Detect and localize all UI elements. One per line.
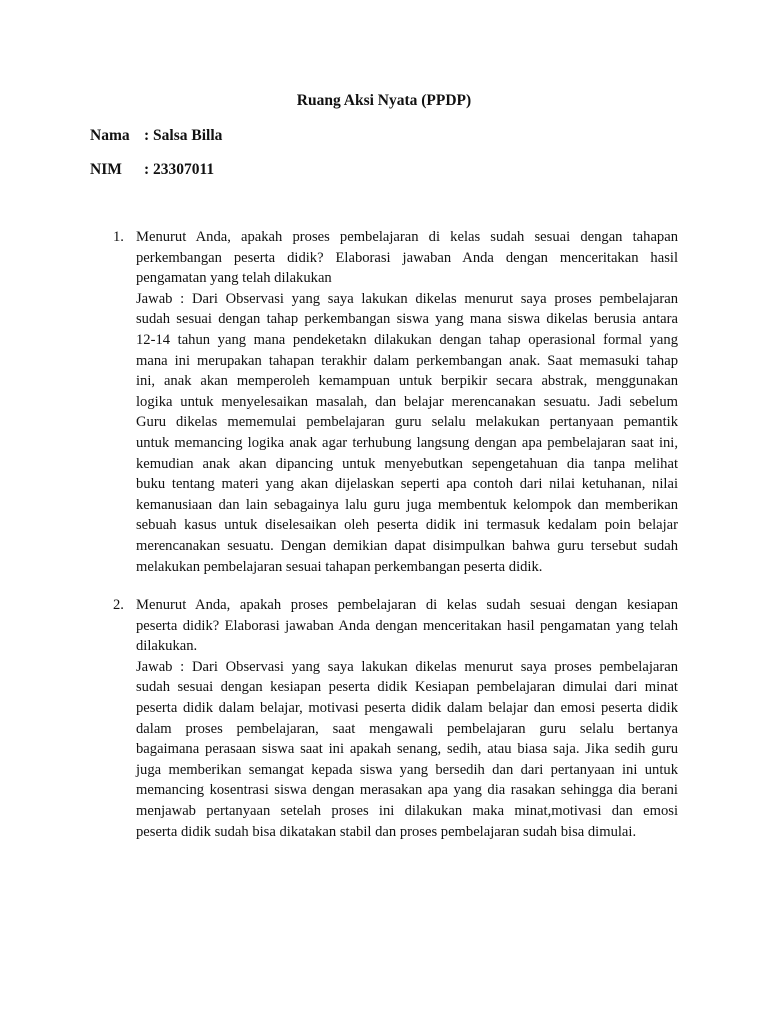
text-line: peserta didik sudah bisa dikatakan stabil dan proses pembelajaran sudah bisa dimulai. xyxy=(136,823,637,840)
text-line: mana ini merupakan tahapan terakhir dalam perkembangan anak. Saat memasuki tahap xyxy=(136,352,678,369)
meta-row-nim xyxy=(90,161,214,179)
text-line: menjawab pertanyaan setelah proses ini dilakukan maka minat,motivasi dan emosi xyxy=(136,802,678,819)
text-line: Menurut Anda, apakah proses pembelajaran di kelas sudah sesuai dengan kesiapan xyxy=(136,597,678,613)
text-line: Jawab : Dari Observasi yang saya lakukan dikelas menurut saya proses pembelajaran xyxy=(136,290,678,307)
meta-label: Nama xyxy=(90,127,130,144)
list-item-number: 2. xyxy=(113,597,124,613)
document-title: Ruang Aksi Nyata (PPDP) xyxy=(296,92,472,109)
text-line: peserta didik? Elaborasi jawaban Anda dengan menceritakan hasil pengamatan yang telah xyxy=(136,617,678,634)
text-line: bagaimana perasaan siswa saat ini apakah senang, sedih, atau biasa saja. Jika sedih guru xyxy=(136,741,678,758)
meta-row-nama xyxy=(90,127,222,145)
text-line: dilakukan. xyxy=(136,638,198,655)
meta-value: : Salsa Billa xyxy=(144,127,223,144)
list-item-body xyxy=(136,227,678,577)
meta-value: : 23307011 xyxy=(144,161,215,178)
text-line: merencanakan sesuatu. Dengan demikian dapat disimpulkan bahwa guru tersebut sudah xyxy=(136,537,678,554)
text-line: untuk memancing logika anak agar terhubung langsung dengan apa pembelajaran saat ini, xyxy=(136,434,678,451)
text-line: logika untuk menyelesaikan masalah, dan belajar merencanakan sesuatu. Jadi sebelum xyxy=(136,393,678,410)
text-line: melakukan pembelajaran sesuai tahapan perkembangan peserta didik. xyxy=(136,558,543,575)
list-item-question-1 xyxy=(113,227,678,577)
list-item-number: 1. xyxy=(113,229,124,245)
text-line: ini, anak akan memperoleh kemampuan untuk berpikir secara abstrak, menggunakan xyxy=(136,373,678,390)
text-line: Guru dikelas mememulai pembelajaran guru selalu melakukan pertanyaan pemantik xyxy=(136,414,678,431)
text-line: buku tentang materi yang akan dijelaskan seperti apa contoh dari nilai ketuhanan, nilai xyxy=(136,476,678,493)
text-line: Jawab : Dari Observasi yang saya lakukan dikelas menurut saya proses pembelajaran xyxy=(136,658,678,675)
text-line: 12-14 tahun yang mana pendeketakn dilakukan dengan tahap operasional formal yang xyxy=(136,331,678,348)
meta-label: NIM xyxy=(90,161,122,178)
text-line: peserta didik dalam belajar, motivasi peserta didik dalam belajar dan emosi peserta didik xyxy=(136,699,678,716)
text-line: pengamatan yang telah dilakukan xyxy=(136,270,332,287)
list-item-question-2 xyxy=(113,595,678,842)
text-line: juga memberikan semangat kepada siswa yang bersedih dan dari pertanyaan ini untuk xyxy=(136,761,678,778)
text-line: sebuah kasus untuk diselesaikan oleh peserta didik ini termasuk kedalam poin belajar xyxy=(136,517,678,534)
text-line: sudah sesuai dengan tahap perkembangan siswa yang mana siswa dikelas berusia antara xyxy=(136,311,678,328)
text-line: kemudian anak akan dipancing untuk menyebutkan sepengetahuan dia tanpa melihat xyxy=(136,455,678,472)
text-line: sudah sesuai dengan kesiapan peserta didik Kesiapan pembelajaran dimulai dari minat xyxy=(136,679,678,696)
list-item-body xyxy=(136,595,678,842)
text-line: kemanusiaan dan lain sebagainya lalu guru juga membentuk kelompok dan memberikan xyxy=(136,496,678,513)
text-line: perkembangan peserta didik? Elaborasi jawaban Anda dengan menceritakan hasil xyxy=(136,249,678,266)
text-line: dalam proses pembelajaran, saat mengawali pembelajaran guru selalu bertanya xyxy=(136,720,678,737)
text-line: Menurut Anda, apakah proses pembelajaran di kelas sudah sesuai dengan tahapan xyxy=(136,229,678,245)
text-line: memancing kosentrasi siswa dengan merasakan apa yang dia rasakan sehingga dia berani xyxy=(136,782,678,799)
